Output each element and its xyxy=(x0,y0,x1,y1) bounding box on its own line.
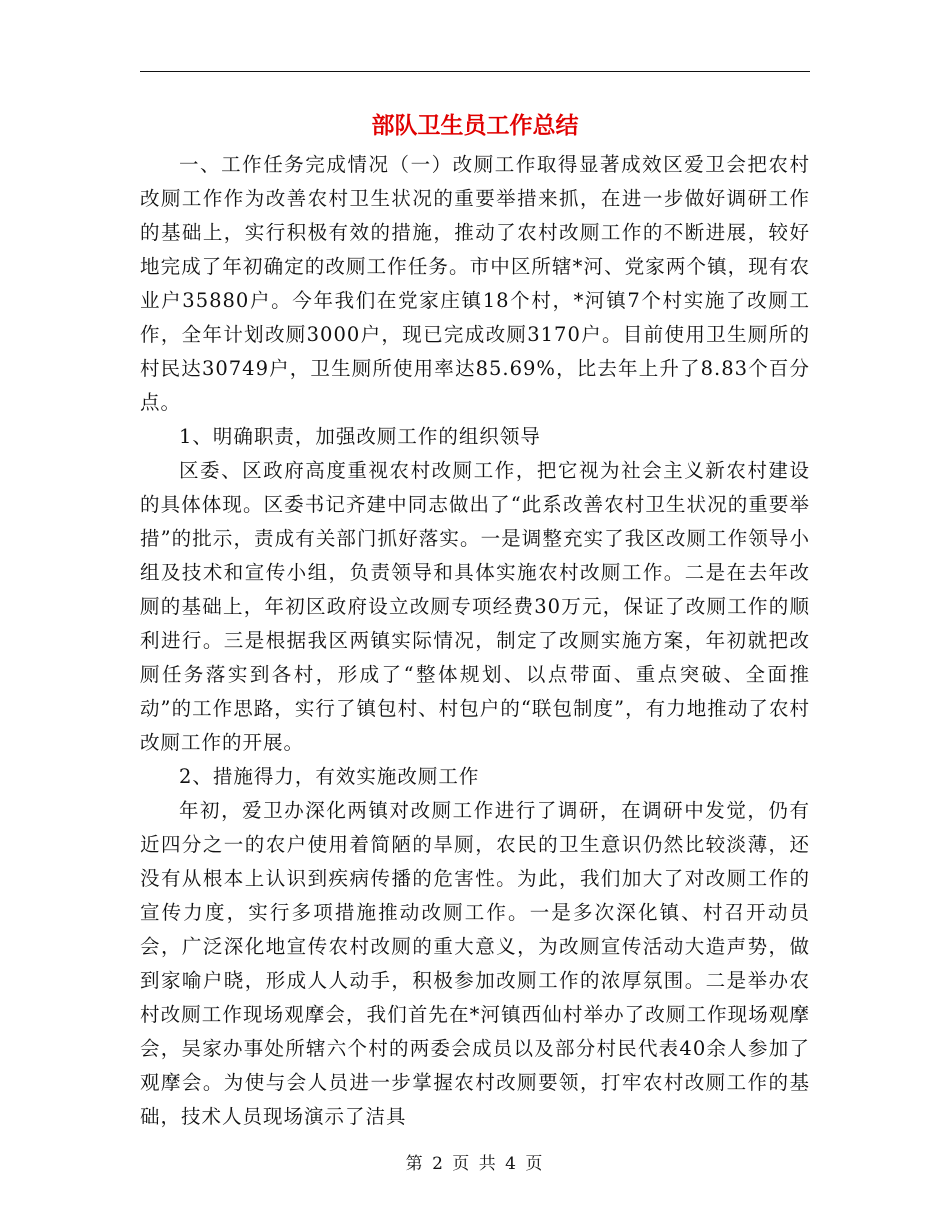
section-heading-1: 1、明确职责，加强改厕工作的组织领导 xyxy=(179,425,541,448)
header-rule xyxy=(140,71,810,72)
document-body xyxy=(140,148,810,1134)
paragraph-2: 区委、区政府高度重视农村改厕工作，把它视为社会主义新农村建设的具体体现。区委书记齐建中同志做出了“此系改善农村卫生状况的重要举措”的批示，责成有关部门抓好落实。一是调整充实了我区改厕工作领导小组及技术和宣传小组，负责领导和具体实施农村改厕工作。二是在去年改厕的基础上，年初区政府设立改厕专项经费30万元，保证了改厕工作的顺利进行。三是根据我区两镇实际情况，制定了改厕实施方案，年初就把改厕任务落实到各村，形成了“整体规划、以点带面、重点突破、全面推动”的工作思路，实行了镇包村、村包户的“联包制度”，有力地推动了农村改厕工作的开展。 xyxy=(140,459,810,754)
section-heading-2: 2、措施得力，有效实施改厕工作 xyxy=(179,765,480,788)
page-footer: 第 2 页 共 4 页 xyxy=(405,1154,545,1174)
document-title: 部队卫生员工作总结 xyxy=(371,113,579,139)
paragraph-1: 一、工作任务完成情况（一）改厕工作取得显著成效区爱卫会把农村改厕工作作为改善农村卫生状况的重要举措来抓，在进一步做好调研工作的基础上，实行积极有效的措施，推动了农村改厕工作的不断进展，较好地完成了年初确定的改厕工作任务。市中区所辖*河、党家两个镇，现有农业户35880户。今年我们在党家庄镇18个村，*河镇7个村实施了改厕工作，全年计划改厕3000户，现已完成改厕3170户。目前使用卫生厕所的村民达30749户，卫生厕所使用率达85.69%，比去年上升了8.83个百分点。 xyxy=(140,153,810,414)
paragraph-3: 年初，爱卫办深化两镇对改厕工作进行了调研，在调研中发觉，仍有近四分之一的农户使用着简陋的旱厕，农民的卫生意识仍然比较淡薄，还没有从根本上认识到疾病传播的危害性。为此，我们加大了对改厕工作的宣传力度，实行多项措施推动改厕工作。一是多次深化镇、村召开动员会，广泛深化地宣传农村改厕的重大意义，为改厕宣传活动大造声势，做到家喻户晓，形成人人动手，积极参加改厕工作的浓厚氛围。二是举办农村改厕工作现场观摩会，我们首先在*河镇西仙村举办了改厕工作现场观摩会，吴家办事处所辖六个村的两委会成员以及部分村民代表40余人参加了观摩会。为使与会人员进一步掌握农村改厕要领，打牢农村改厕工作的基础，技术人员现场演示了洁具 xyxy=(140,799,810,1128)
